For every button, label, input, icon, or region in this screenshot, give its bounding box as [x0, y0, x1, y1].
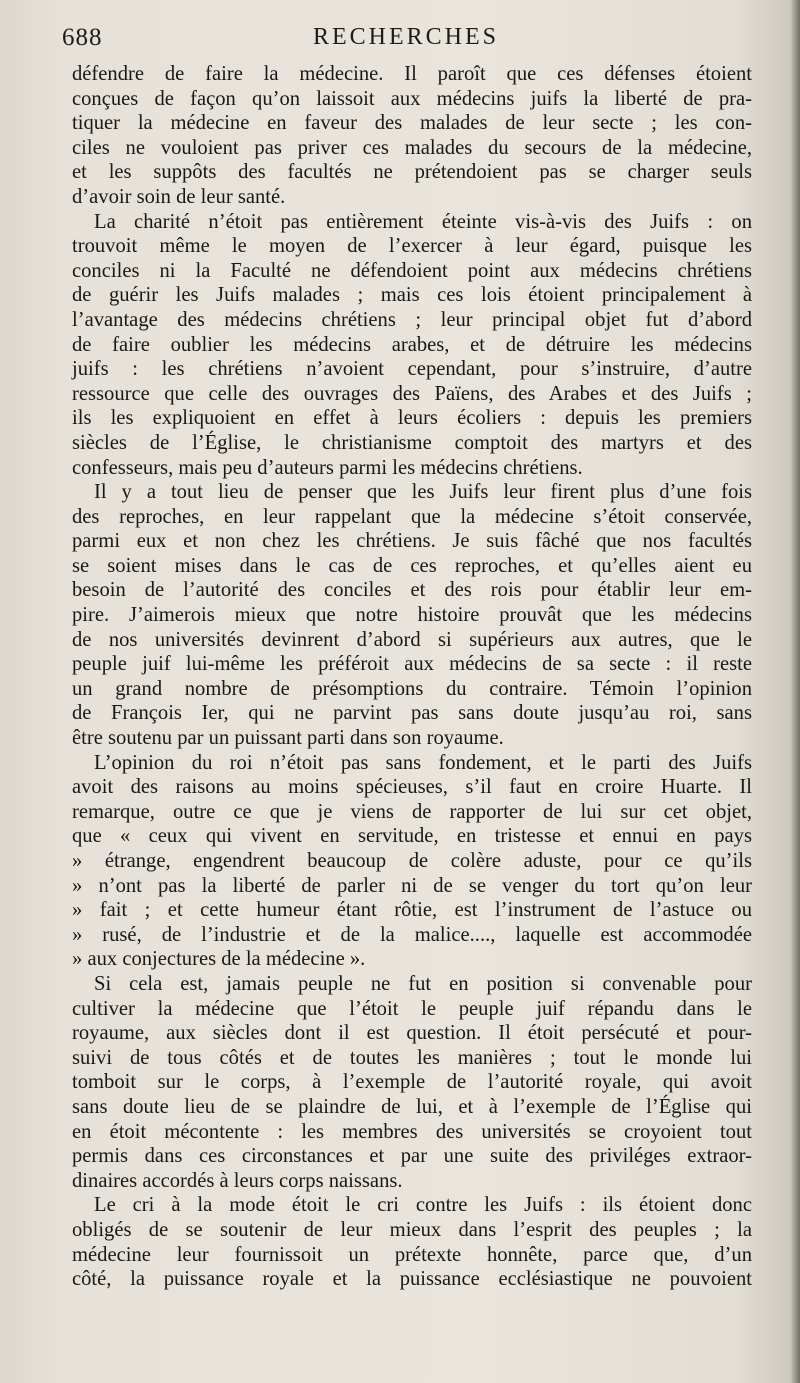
text-line: être soutenu par un puissant parti dans son royaume. — [72, 727, 504, 750]
text-line: de faire oublier les médecins arabes, et de détruire les médecins — [72, 333, 752, 356]
text-line: côté, la puissance royale et la puissance ecclésiastique ne pouvoient — [72, 1268, 752, 1291]
text-line: Il y a tout lieu de penser que les Juifs leur firent plus d’une fois — [94, 481, 752, 504]
text-line: obligés de se soutenir de leur mieux dans l’esprit des peuples ; la — [72, 1218, 752, 1241]
text-line: L’opinion du roi n’étoit pas sans fondement, et le parti des Juifs — [94, 751, 752, 774]
page-edge-shadow — [790, 0, 800, 1383]
text-line: sans doute lieu de se plaindre de lui, et à l’exemple de l’Église qui — [72, 1095, 752, 1118]
text-line: » fait ; et cette humeur étant rôtie, est l’instrument de l’astuce ou — [72, 899, 752, 922]
text-line: de François Ier, qui ne parvint pas sans doute jusqu’au roi, sans — [72, 702, 752, 725]
text-line: trouvoit même le moyen de l’exercer à leur égard, puisque les — [72, 235, 752, 258]
text-line: cultiver la médecine que l’étoit le peuple juif répandu dans le — [72, 997, 752, 1020]
page-number: 688 — [62, 24, 103, 51]
text-line: » aux conjectures de la médecine ». — [72, 948, 366, 971]
text-line: siècles de l’Église, le christianisme comptoit des martyrs et des — [72, 431, 752, 454]
text-line: d’avoir soin de leur santé. — [72, 185, 286, 208]
text-line: un grand nombre de présomptions du contraire. Témoin l’opinion — [72, 677, 752, 700]
text-line: ils les expliquoient en effet à leurs écoliers : depuis les premiers — [72, 407, 752, 430]
text-line: des reproches, en leur rappelant que la médecine s’étoit conservée, — [72, 505, 752, 528]
page-header — [62, 22, 750, 56]
text-line: tomboit sur le corps, à l’exemple de l’autorité royale, qui avoit — [72, 1071, 752, 1094]
text-line: conciles ni la Faculté ne défendoient point aux médecins chrétiens — [72, 259, 752, 282]
text-line: l’avantage des médecins chrétiens ; leur principal objet fut d’abord — [72, 308, 752, 331]
text-line: » rusé, de l’industrie et de la malice...., laquelle est accommodée — [72, 923, 752, 946]
text-line: de guérir les Juifs malades ; mais ces lois étoient principalement à — [72, 284, 752, 307]
text-line: défendre de faire la médecine. Il paroît que ces défenses étoient — [72, 63, 752, 85]
text-line: permis dans ces circonstances et par une suite des priviléges extraor- — [72, 1145, 752, 1168]
text-line: médecine leur fournissoit un prétexte honnête, parce que, d’un — [72, 1243, 752, 1266]
text-line: avoit des raisons au moins spécieuses, s’il faut en croire Huarte. Il — [72, 776, 752, 799]
text-line: confesseurs, mais peu d’auteurs parmi les médecins chrétiens. — [72, 456, 583, 479]
text-line: » n’ont pas la liberté de parler ni de se venger du tort qu’on leur — [72, 874, 752, 897]
text-line: parmi eux et non chez les chrétiens. Je suis fâché que nos facultés — [72, 530, 752, 553]
text-line: pire. J’aimerois mieux que notre histoire prouvât que les médecins — [72, 604, 752, 627]
text-line: en étoit mécontente : les membres des universités se croyoient tout — [72, 1120, 752, 1143]
text-line: remarque, outre ce que je viens de rapporter de lui sur cet objet, — [72, 800, 752, 823]
text-line: besoin de l’autorité des conciles et des rois pour établir leur em- — [72, 579, 752, 602]
text-line: juifs : les chrétiens n’avoient cependant, pour s’instruire, d’autre — [72, 358, 752, 381]
text-line: Le cri à la mode étoit le cri contre les Juifs : ils étoient donc — [94, 1194, 752, 1217]
running-title: RECHERCHES — [312, 24, 500, 50]
text-line: et les suppôts des facultés ne prétendoient pas se charger seuls — [72, 161, 752, 184]
text-line: que « ceux qui vivent en servitude, en tristesse et ennui en pays — [72, 825, 752, 848]
text-line: tiquer la médecine en faveur des malades de leur secte ; les con- — [72, 112, 752, 135]
text-line: royaume, aux siècles dont il est question. Il étoit persécuté et pour- — [72, 1022, 752, 1045]
text-line: se soient mises dans le cas de ces reproches, et qu’elles aient eu — [72, 554, 752, 577]
text-line: peuple juif lui-même les préféroit aux médecins de sa secte : il reste — [72, 653, 752, 676]
text-line: La charité n’étoit pas entièrement éteinte vis-à-vis des Juifs : on — [94, 210, 752, 233]
text-line: » étrange, engendrent beaucoup de colère aduste, pour ce qu’ils — [72, 850, 752, 872]
text-line: suivi de tous côtés et de toutes les manières ; tout le monde lui — [72, 1046, 752, 1069]
text-line: conçues de façon qu’on laissoit aux médecins juifs la liberté de pra- — [72, 87, 752, 110]
text-line: ressource que celle des ouvrages des Païens, des Arabes et des Juifs ; — [72, 382, 752, 405]
body-text — [72, 62, 752, 1292]
text-line: de nos universités devinrent d’abord si supérieurs aux autres, que le — [72, 628, 752, 651]
text-line: Si cela est, jamais peuple ne fut en position si convenable pour — [94, 972, 752, 995]
text-line: ciles ne vouloient pas priver ces malades du secours de la médecine, — [72, 136, 752, 159]
text-line: dinaires accordés à leurs corps naissans. — [72, 1169, 403, 1192]
